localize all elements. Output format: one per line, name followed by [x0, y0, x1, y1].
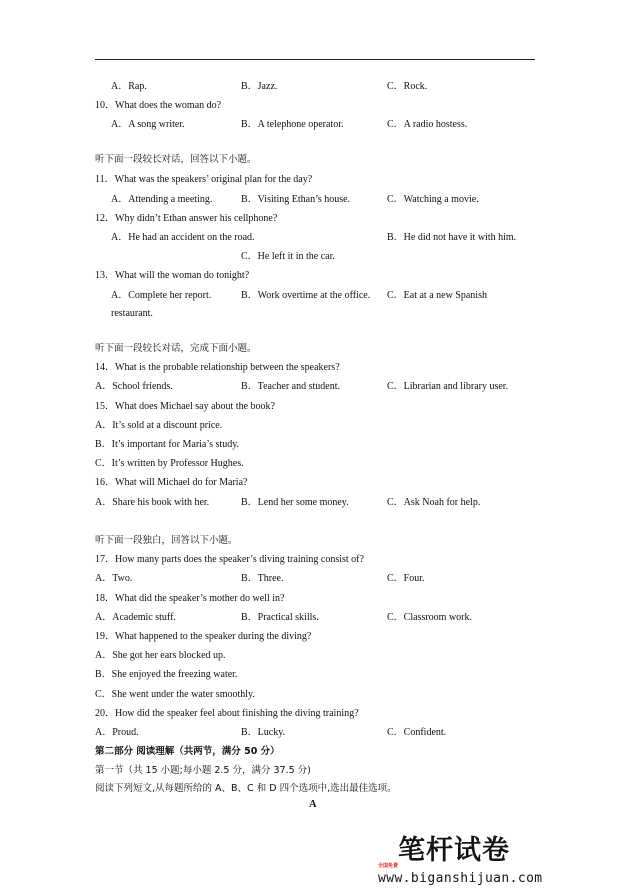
q19-option-a: A．She got her ears blocked up. — [95, 650, 226, 661]
section-1-heading: 第一节（共 15 小题;每小题 2.5 分，满分 37.5 分) — [95, 765, 311, 776]
q13-option-c-continued: restaurant. — [111, 308, 153, 319]
q18-option-b: B．Practical skills. — [241, 612, 319, 623]
q17-option-a: A．Two. — [95, 573, 133, 584]
part-2-heading: 第二部分 阅读理解（共两节，满分 50 分） — [95, 746, 280, 757]
instruction-11-13: 听下面一段较长对话，回答以下小题。 — [95, 154, 257, 165]
q17-option-c: C．Four. — [387, 573, 425, 584]
question-15: 15．What does Michael say about the book? — [95, 401, 275, 412]
watermark-url: www.biganshijuan.com — [378, 871, 543, 886]
question-12: 12．Why didn’t Ethan answer his cellphone? — [95, 213, 278, 224]
section-1-instruction: 阅读下列短文,从每题所给的 A、B、C 和 D 四个选项中,选出最佳选项。 — [95, 783, 397, 794]
q20-option-c: C．Confident. — [387, 727, 447, 738]
q16-option-c: C．Ask Noah for help. — [387, 497, 481, 508]
watermark-logo-text: 笔杆试卷 — [398, 835, 510, 866]
q9-option-b: B．Jazz. — [241, 81, 278, 92]
q15-option-b: B．It’s important for Maria’s study. — [95, 439, 240, 450]
question-20: 20．How did the speaker feel about finishing the diving training? — [95, 708, 359, 719]
q12-option-b: B．He did not have it with him. — [387, 232, 517, 243]
q13-option-a: A．Complete her report. — [111, 290, 212, 301]
question-14: 14．What is the probable relationship between the speakers? — [95, 362, 340, 373]
question-17: 17．How many parts does the speaker’s diving training consist of? — [95, 554, 364, 565]
q10-option-b: B．A telephone operator. — [241, 119, 344, 130]
q11-option-a: A．Attending a meeting. — [111, 194, 213, 205]
q12-option-c: C．He left it in the car. — [241, 251, 335, 262]
q14-option-c: C．Librarian and library user. — [387, 381, 509, 392]
header-rule — [95, 59, 535, 60]
question-16: 16．What will Michael do for Maria? — [95, 477, 248, 488]
q13-option-b: B．Work overtime at the office. — [241, 290, 371, 301]
q9-option-a: A．Rap. — [111, 81, 147, 92]
instruction-17-20: 听下面一段独白，回答以下小题。 — [95, 535, 238, 546]
q12-option-a: A．He had an accident on the road. — [111, 232, 255, 243]
q11-option-c: C．Watching a movie. — [387, 194, 479, 205]
q10-option-c: C．A radio hostess. — [387, 119, 468, 130]
question-11: 11．What was the speakers’ original plan for the day? — [95, 174, 313, 185]
q16-option-a: A．Share his book with her. — [95, 497, 210, 508]
question-19: 19．What happened to the speaker during the diving? — [95, 631, 312, 642]
q18-option-a: A．Academic stuff. — [95, 612, 176, 623]
q18-option-c: C．Classroom work. — [387, 612, 472, 623]
q15-option-a: A．It’s sold at a discount price. — [95, 420, 223, 431]
q16-option-b: B．Lend her some money. — [241, 497, 349, 508]
q19-option-c: C．She went under the water smoothly. — [95, 689, 255, 700]
q17-option-b: B．Three. — [241, 573, 284, 584]
q15-option-c: C．It’s written by Professor Hughes. — [95, 458, 244, 469]
q19-option-b: B．She enjoyed the freezing water. — [95, 669, 238, 680]
q14-option-b: B．Teacher and student. — [241, 381, 340, 392]
instruction-14-16: 听下面一段较长对话，完成下面小题。 — [95, 343, 257, 354]
q9-option-c: C．Rock. — [387, 81, 428, 92]
watermark-free-label: 全国免费 — [378, 863, 399, 869]
q20-option-a: A．Proud. — [95, 727, 139, 738]
q20-option-b: B．Lucky. — [241, 727, 286, 738]
q13-option-c: C．Eat at a new Spanish — [387, 290, 487, 301]
question-18: 18．What did the speaker’s mother do well in? — [95, 593, 285, 604]
q14-option-a: A．School friends. — [95, 381, 173, 392]
question-13: 13．What will the woman do tonight? — [95, 270, 250, 281]
question-10: 10．What does the woman do? — [95, 100, 222, 111]
q10-option-a: A．A song writer. — [111, 119, 185, 130]
passage-label: A — [309, 799, 317, 810]
q11-option-b: B．Visiting Ethan’s house. — [241, 194, 351, 205]
